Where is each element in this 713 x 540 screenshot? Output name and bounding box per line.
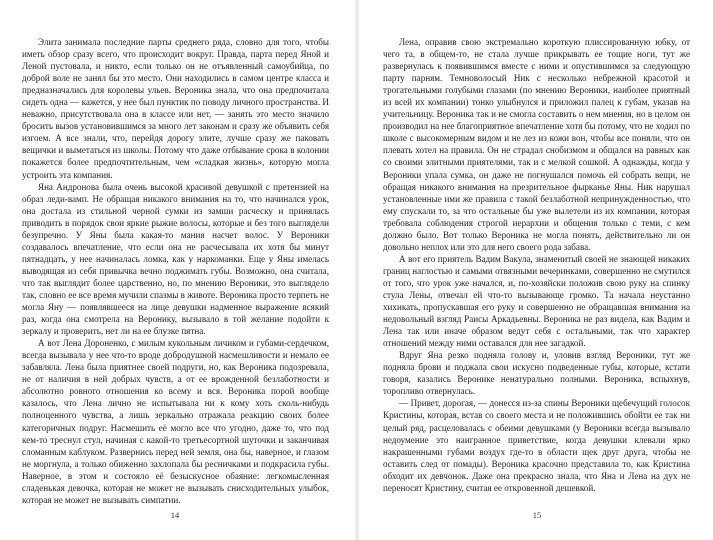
paragraph: — Привет, дорогая, — донесся из-за спины Вероники щебечущий голосок Кристины, которая, встав со своего места и не положившись обойти ее так ни целый ряд, расцеловалась с обеими девушками (у Вероники всегда вызывало недоумение это наигранное приветствие, когда девушки клевали ярко накрашенными губами воздух где-то в области щек друг друга, чтобы не оставить след от помады). Вероника красочно представила то, как Кристина обходит их девчонок. Даже она прекрасно знала, что Яна и Лена на дух не переносят Кристину, считая ее откровенной дешевкой. xyxy=(383,398,690,493)
page-number-right: 15 xyxy=(532,510,542,520)
page-number-left: 14 xyxy=(170,510,180,520)
paragraph: Вдруг Яна резко подняла голову и, уловив взгляд Вероники, тут же подняла брови и поджала свои искусно подведенные губы, которые, кстати говоря, казались Веронике ненатурально полными. Вероника, вспыхнув, торопливо отвернулась. xyxy=(383,350,690,397)
book-gutter xyxy=(355,0,359,540)
paragraph: Яна Андронова была очень высокой красивой девушкой с претензией на образ леди-вамп. Не обращая никакого внимания на то, что начинался урок, она достала из стильной черной сумки из замши расческу и принялась приводить в порядок свои яркие рыжие волосы, которые и без того выглядели безупречно. У Яны была какая-то мания насчет волос. У Вероники создавалось впечатление, что если она не расчесывала их хотя бы минут пятнадцать, у нее начиналась ломка, как у наркоманки. Еще у Яны имелась выводящая из себя привычка вечно поджимать губы. Возможно, она считала, что так выглядит более царственно, но, по мнению Вероники, это выглядело так, словно ее все время мучили спазмы в животе. Вероника просто терпеть не могла Яну — появлявшееся на лице девушки надменное выражение всякий раз, когда она смотрела на Веронику, вызывало в той желание подойти к зеркалу и проверить, нет ли на ее блузке пятна. xyxy=(22,181,329,337)
right-page-text xyxy=(383,36,690,494)
left-page-text xyxy=(22,36,329,506)
paragraph: Элита занимала последние парты среднего ряда, словно для того, чтобы иметь обзор сразу всего, что происходит вокруг. Правда, парта перед Яной и Леной пустовала, и никто, если только он не отъявленный самоубийца, по доброй воле не занял бы это место. Они находились в самом центре класса и предназначались для королевы ульев. Вероника знала, что она предпочитала сидеть одна — кажется, у нее был пунктик по поводу личного пространства. И неважно, присутствовала она в классе или нет, — занять это место значило бросить вызов установившимся за много лет законам и сразу же объявить себя изгоем. А все знали, что, перейдя дорогу элите, лучше сразу же паковать вещички и выметаться из школы. Потому что даже отбывание срока в колонии покажется более предпочтительным, чем «сладкая жизнь», которую могла устроить эта компания. xyxy=(22,37,329,180)
paragraph: А вот его приятель Вадим Вакула, знаменитый своей не знающей никаких границ наглостью и самыми отвязными вечеринками, совершенно не смутился от того, что урок уже начался, и, по-хозяйски положив свою руку на спинку стула Лены, отвечал ей что-то вызывающе громко. Та начала неустанно хихикать, пропускавшая его руку и совершенно не обращавшая внимания на недовольный взгляд Раисы Аркадьевны. Вероника не раз видела, как Вадим и Лена так или иначе образом ведут себя с остальными, так что характер отношений между ними оставался для нее загадкой. xyxy=(383,253,690,349)
paragraph: Лена, оправив свою экстремально короткую плиссированную юбку, от чего та, в общем-то, не стала лучше прикрывать ее тощие ноги, тут же развернулась к появившимся вместе с ними и опустившимся за следующую парту парням. Темноволосый Ник с несколько небрежной красотой и трогательными голубыми глазами (по мнению Вероники, наиболее приятный из всей их компании) тонко улыбнулся и приложил палец к губам, указав на учительницу. Вероника так и не смогла составить о нем мнения, но в целом он производил на нее благоприятное впечатление хотя бы потому, что не ходил по школе с высокомерным видом и не лез из кожи вон, чтобы все поняли, что он плевать хотел на правила. Он не страдал снобизмом и общался на равных как со своими элитными приятелями, так и с мелкой сошкой. А однажды, когда у Вероники упала сумка, он даже не погнушался помочь ей собрать вещи, не обращая никакого внимания на презрительное фырканье Яны. Ник нарушал установленные ими же правила с такой безлаботной непринужденностью, что ему спускали то, за что остальные бы уже вылетели из их компании, которая требовала соблюдения строгой иерархии и общения только с теми, с кем должно было. Вот только Вероника не могла понять, действительно ли он довольно неплох или это для него своего рода забава. xyxy=(383,37,690,252)
paragraph: А вот Лена Дороненко, с милым кукольным личиком и губами-сердечком, всегда вызывала у нее что-то вроде добродушной насмешливости и немало ее забавляла. Лена была приятнее своей подруги, но, как Вероника подозревала, не от наличия в ней добрых чувств, а от ее врожденной безлаботности и абсолютно ровного отношения ко всему и вся. Вероника порой вообще казалось, что Лена лично не испытывала ни к кому хоть сколь-нибудь полноценного чувства, а лишь зеркально отражала реакцию своих более категоричных подруг. Насмешить её могло все что угодно, даже то, что под кем-то треснул стул, начиная с какой-то третьесортной шуточки и заканчивая сломанным каблуком. Развернись перед ней земля, она бы, наверное, и глазом не моргнула, а только обиженно захлопала бы ресничками и подкрасила губы. Наверное, в этом и состояло её безыскусное обаяние: легкомысленная сладенькая девочка, которая не может не вызывать снисходительных улыбок, которая не может не вызывать симпатии. xyxy=(22,338,329,505)
